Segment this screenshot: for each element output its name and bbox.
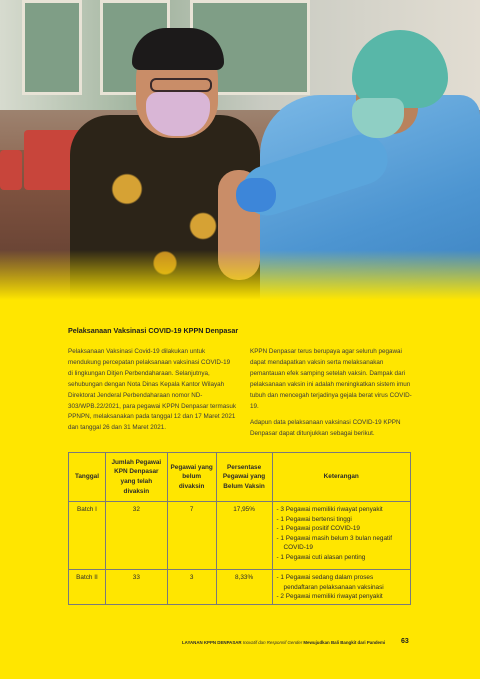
keterangan-item: - 1 Pegawai bertensi tinggi: [277, 515, 406, 525]
footer-publication: LAYANAN KPPN DENPASAR: [182, 640, 242, 645]
header-keterangan: Keterangan: [272, 453, 410, 502]
page-number: 63: [401, 638, 409, 645]
cell-belum: 7: [167, 502, 216, 570]
keterangan-item: - 1 Pegawai sedang dalam proses pendaftaran pelaksanaan vaksinasi: [277, 573, 406, 592]
photo-nurse-glove: [236, 178, 276, 212]
cell-tanggal: Batch II: [69, 570, 106, 605]
keterangan-item: - 1 Pegawai cuti alasan penting: [277, 553, 406, 563]
body-column-right: [250, 347, 418, 440]
body-paragraph: Adapun data pelaksanaan vaksinasi COVID-19 KPPN Denpasar dapat ditunjukkan sebagai berikut.: [250, 419, 401, 438]
keterangan-item: - 1 Pegawai positif COVID-19: [277, 524, 406, 534]
footer-motto: Mewujudkan Bali Bangkit dari Pandemi: [303, 640, 386, 645]
table-header-row: [69, 453, 411, 502]
body-paragraph: Pelaksanaan Vaksinasi Covid-19 dilakukan untuk mendukung percepatan pelaksanaan vaksinasi COVID-19 di lingkungan Ditjen Perbendaharaan. Selanjutnya, sehubungan dengan Nota Dinas Kepala Kantor Wilayah Direktorat Jenderal Perbendaharaan nomor ND-303/WPB.22/2021, para pegawai KPPN Denpasar termasuk PPNPN, melaksanakan pada tanggal 12 dan 17 Maret 2021 dan tanggal 26 dan 31 Maret 2021.: [68, 348, 237, 432]
cell-tanggal: Batch I: [69, 502, 106, 570]
header-tanggal: Tanggal: [69, 453, 106, 502]
cell-persen: 17,95%: [216, 502, 272, 570]
body-paragraph: KPPN Denpasar terus berupaya agar seluruh pegawai dapat mendapatkan vaksin serta melaksanakan pemantauan efek samping setelah vaksin. Dampak dari pelaksanaan vaksin ini adalah meningkatkan sistem imun tubuh dan mencegah terjadinya gejala berat virus COVID-19.: [250, 348, 412, 410]
keterangan-list: [277, 505, 406, 563]
photo-man-hair: [132, 28, 224, 70]
cell-belum: 3: [167, 570, 216, 605]
cell-keterangan: [272, 502, 410, 570]
page-footer: [182, 640, 385, 645]
header-belum-divaksin: Pegawai yang belum divaksin: [167, 453, 216, 502]
section-title: Pelaksanaan Vaksinasi COVID-19 KPPN Denpasar: [68, 326, 239, 335]
cell-persen: 8,33%: [216, 570, 272, 605]
keterangan-item: - 2 Pegawai memiliki riwayat penyakit: [277, 592, 406, 602]
table-row: [69, 570, 411, 605]
keterangan-item: - 3 Pegawai memiliki riwayat penyakit: [277, 505, 406, 515]
vaccination-table: [68, 452, 411, 605]
table-row: [69, 502, 411, 570]
photo-window: [22, 0, 82, 95]
footer-tagline: Inovatif dan Responsif Gender: [242, 640, 303, 645]
photo-man-glasses: [150, 78, 212, 92]
photo-chair: [0, 150, 22, 190]
header-persentase: Persentase Pegawai yang Belum Vaksin: [216, 453, 272, 502]
keterangan-item: - 1 Pegawai masih belum 3 bulan negatif COVID-19: [277, 534, 406, 553]
cell-divaksin: 32: [105, 502, 167, 570]
photo-fade-overlay: [0, 250, 480, 300]
keterangan-list: [277, 573, 406, 602]
body-column-left: [68, 347, 236, 434]
cell-divaksin: 33: [105, 570, 167, 605]
vaccination-photo: [0, 0, 480, 300]
cell-keterangan: [272, 570, 410, 605]
header-divaksin: Jumlah Pegawai KPN Denpasar yang telah divaksin: [105, 453, 167, 502]
